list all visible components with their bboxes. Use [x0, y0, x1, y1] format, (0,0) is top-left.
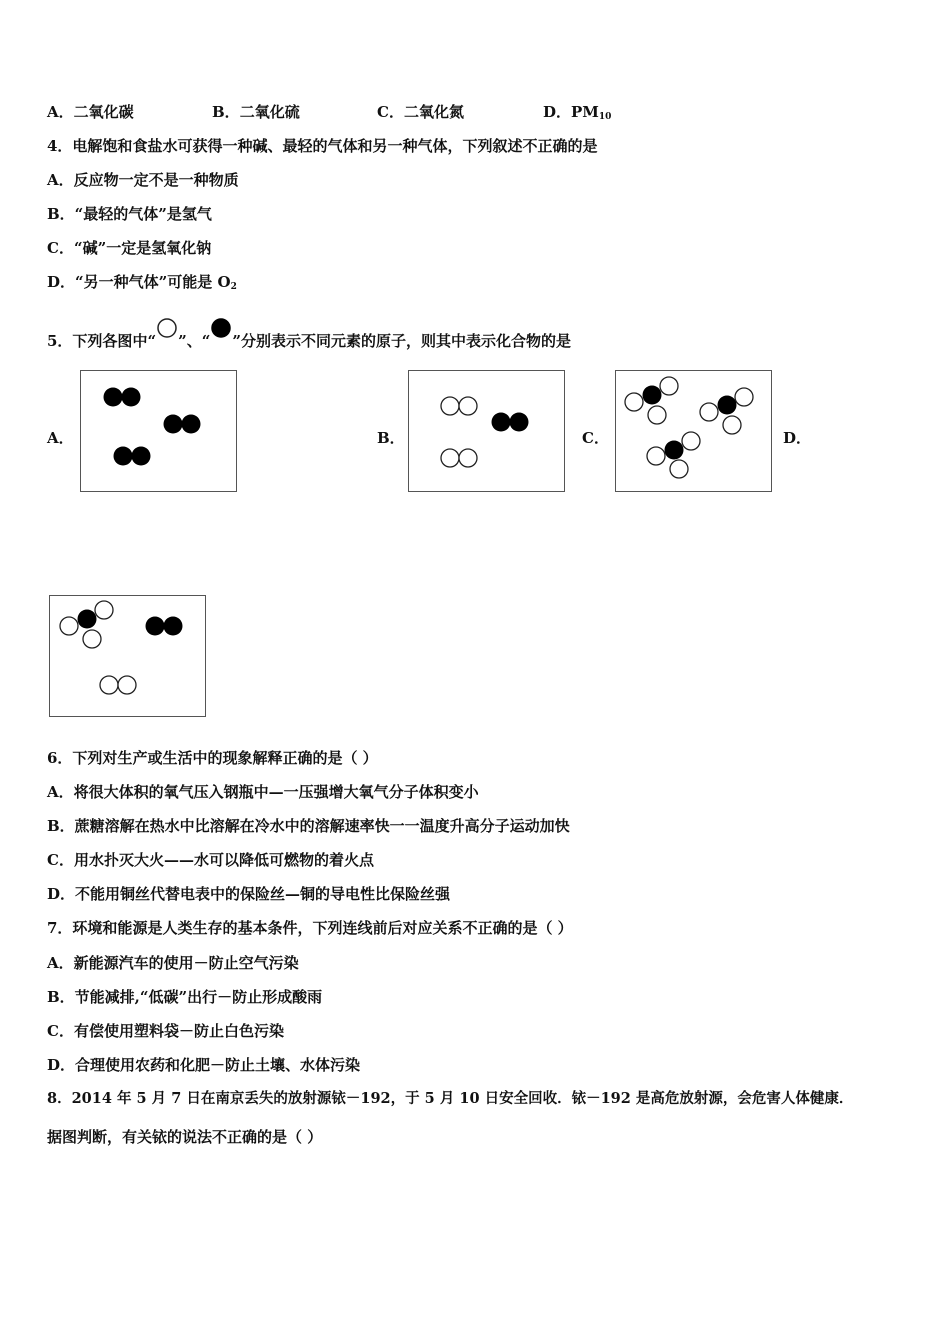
black-atom-icon — [122, 388, 141, 407]
q7-option-d: D．合理使用农药和化肥－防止土壤、水体污染 — [47, 1056, 361, 1074]
diagram-box-d — [49, 595, 206, 717]
white-atom-icon — [441, 449, 459, 467]
black-atom-icon — [182, 415, 201, 434]
q3-option-b: B．二氧化硫 — [212, 103, 300, 121]
q5-label-d: D． — [783, 429, 812, 447]
q4-stem: 4．电解饱和食盐水可获得一种碱、最轻的气体和另一种气体，下列叙述不正确的是 — [47, 137, 598, 155]
black-atom-icon — [665, 441, 684, 460]
white-atom-icon — [682, 432, 700, 450]
diagram-d-molecules — [50, 596, 205, 716]
diagram-box-b — [408, 370, 565, 492]
white-atom-icon — [735, 388, 753, 406]
diagram-c-molecules — [616, 371, 771, 491]
white-atom-icon — [647, 447, 665, 465]
diagram-b-molecules — [409, 371, 564, 491]
white-atom-icon — [118, 676, 136, 694]
white-atom-icon — [83, 630, 101, 648]
q6-option-d: D．不能用铜丝代替电表中的保险丝—铜的导电性比保险丝强 — [47, 885, 451, 903]
black-atom-icon — [104, 388, 123, 407]
white-atom-icon — [625, 393, 643, 411]
white-atom-icon — [670, 460, 688, 478]
black-atom-icon — [492, 413, 511, 432]
white-atom-icon — [156, 318, 178, 340]
q5-label-a: A． — [47, 429, 74, 447]
white-atom-icon — [441, 397, 459, 415]
q5-stem: 5．下列各图中“ ”、“ ”分别表示不同元素的原子，则其中表示化合物的是 — [47, 318, 571, 351]
q5-label-c: C． — [582, 429, 609, 447]
black-atom-icon — [510, 413, 529, 432]
black-atom-icon — [78, 610, 97, 629]
diagram-box-c — [615, 370, 772, 492]
white-atom-icon — [660, 377, 678, 395]
white-atom-icon — [723, 416, 741, 434]
q3-option-a: A．二氧化碳 — [47, 103, 134, 121]
black-atom-icon — [210, 318, 232, 340]
q7-option-c: C．有偿使用塑料袋－防止白色污染 — [47, 1022, 284, 1040]
q4-option-b: B．“最轻的气体”是氢气 — [47, 205, 212, 223]
black-atom-icon — [114, 447, 133, 466]
q8-stem-line1: 8．2014 年 5 月 7 日在南京丢失的放射源铱－192，于 5 月 10 日安全回收．铱－192 是高危放射源，会危害人体健康． — [47, 1090, 854, 1107]
white-atom-icon — [459, 397, 477, 415]
black-atom-icon — [164, 617, 183, 636]
q3-option-d: D．$PM_{10}$ — [543, 103, 612, 122]
black-atom-icon — [643, 386, 662, 405]
diagram-a-molecules — [81, 371, 236, 491]
q4-option-c: C．“碱”一定是氢氧化钠 — [47, 239, 212, 257]
q5-label-b: B． — [377, 429, 405, 447]
black-atom-icon — [146, 617, 165, 636]
white-atom-icon — [648, 406, 666, 424]
diagram-box-a — [80, 370, 237, 492]
black-atom-icon — [718, 396, 737, 415]
black-atom-icon — [132, 447, 151, 466]
q7-stem: 7．环境和能源是人类生存的基本条件，下列连线前后对应关系不正确的是（ ） — [47, 919, 573, 937]
white-atom-icon — [700, 403, 718, 421]
q6-option-b: B．蔗糖溶解在热水中比溶解在冷水中的溶解速率快一一温度升高分子运动加快 — [47, 817, 570, 835]
q4-option-a: A．反应物一定不是一种物质 — [47, 171, 239, 189]
white-atom-icon — [459, 449, 477, 467]
q6-stem: 6．下列对生产或生活中的现象解释正确的是（ ） — [47, 749, 378, 767]
q7-option-a: A．新能源汽车的使用－防止空气污染 — [47, 954, 299, 972]
q3-option-c: C．二氧化氮 — [377, 103, 464, 121]
q7-option-b: B．节能减排,“低碳”出行－防止形成酸雨 — [47, 988, 323, 1006]
q6-option-c: C．用水扑灭大火——水可以降低可燃物的着火点 — [47, 851, 374, 869]
white-atom-icon — [60, 617, 78, 635]
white-atom-icon — [95, 601, 113, 619]
black-atom-icon — [164, 415, 183, 434]
q6-option-a: A．将很大体积的氧气压入钢瓶中—一压强增大氧气分子体积变小 — [47, 783, 479, 801]
q4-option-d: D．“另一种气体”可能是 $O_2$ — [47, 273, 237, 292]
q8-stem-line2: 据图判断，有关铱的说法不正确的是（ ） — [47, 1128, 323, 1146]
white-atom-icon — [100, 676, 118, 694]
